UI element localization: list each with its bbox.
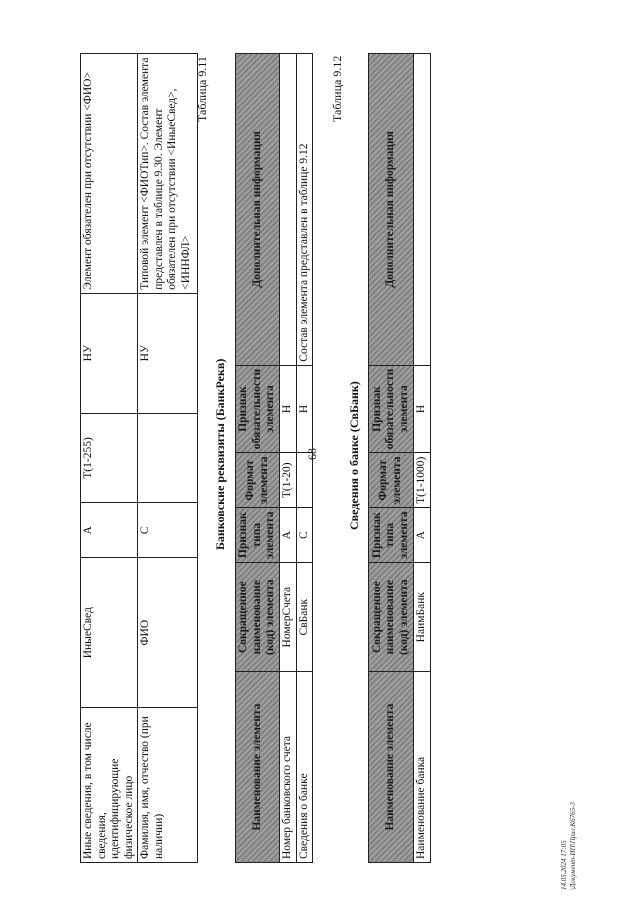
element-info-cell: Элемент обязателен при отсутствии <ФИО> bbox=[81, 54, 138, 294]
element-info-cell bbox=[414, 54, 431, 366]
element-format-cell: Т(1-20) bbox=[280, 453, 297, 508]
element-code-cell: НомерСчета bbox=[280, 563, 297, 672]
element-name-cell: Номер банковского счета bbox=[280, 672, 297, 863]
header-cell: Признак типа элемента bbox=[236, 508, 280, 563]
element-type-cell: С bbox=[296, 508, 313, 563]
element-name-cell: Наименование банка bbox=[414, 672, 431, 863]
element-required-cell: НУ bbox=[138, 293, 198, 413]
header-cell: Формат элемента bbox=[236, 453, 280, 508]
header-cell: Сокращенное наименование (код) элемента bbox=[369, 563, 414, 672]
header-cell: Признак типа элемента bbox=[369, 508, 414, 563]
header-cell: Наименование элемента bbox=[236, 672, 280, 863]
element-info-cell: Состав элемента представлен в таблице 9.12 bbox=[296, 54, 313, 366]
element-required-cell: Н bbox=[296, 365, 313, 453]
element-name-cell: Иные сведения, в том числе сведения, идентифицирующие физическое лицо bbox=[81, 708, 138, 863]
element-required-cell: Н bbox=[280, 365, 297, 453]
header-cell: Признак обязательности элемента bbox=[369, 365, 414, 453]
table-title-9-11: Банковские реквизиты (БанкРекв) bbox=[213, 358, 227, 550]
header-cell: Наименование элемента bbox=[369, 672, 414, 863]
element-format-cell: Т(1-255) bbox=[81, 413, 138, 503]
header-cell: Дополнительная информация bbox=[369, 54, 414, 366]
element-info-cell: Типовой элемент <ФИОТип>. Состав элемента представлен в таблице 9.30. Элемент обязателен при отсутствии <ИныеСвед>, <ИННФЛ> bbox=[138, 54, 198, 294]
table-row bbox=[138, 54, 198, 863]
header-cell: Формат элемента bbox=[369, 453, 414, 508]
element-info-cell bbox=[280, 54, 297, 366]
table-caption-9-12: Таблица 9.12 bbox=[330, 55, 344, 122]
element-required-cell: НУ bbox=[81, 293, 138, 413]
element-name-cell: Фамилия, имя, отчество (при наличии) bbox=[138, 708, 198, 863]
element-code-cell: НаимБанк bbox=[414, 563, 431, 672]
element-code-cell: ФИО bbox=[138, 558, 198, 708]
header-cell: Дополнительная информация bbox=[236, 54, 280, 366]
element-type-cell: А bbox=[81, 503, 138, 558]
element-required-cell: Н bbox=[414, 365, 431, 453]
element-format-cell: Т(1-1000) bbox=[414, 453, 431, 508]
header-row bbox=[369, 54, 414, 863]
header-row bbox=[236, 54, 280, 863]
table-row bbox=[414, 54, 431, 863]
table-9-12 bbox=[368, 53, 431, 863]
table-title-9-12: Сведения о банке (СвБанк) bbox=[347, 381, 361, 530]
top-table bbox=[80, 53, 198, 863]
element-code-cell: ИныеСвед bbox=[81, 558, 138, 708]
table-row bbox=[296, 54, 313, 863]
table-caption-9-11: Таблица 9.11 bbox=[195, 56, 209, 122]
element-type-cell: А bbox=[280, 508, 297, 563]
element-code-cell: СвБанк bbox=[296, 563, 313, 672]
element-name-cell: Сведения о банке bbox=[296, 672, 313, 863]
stamp-line: 14.05.2024 17:05 bbox=[560, 840, 568, 890]
page-number: 68 bbox=[305, 448, 319, 460]
header-cell: Сокращенное наименование (код) элемента bbox=[236, 563, 280, 672]
element-format-cell bbox=[138, 413, 198, 503]
stamp-line: \Документ-ИП\Прил.К6765-3 bbox=[569, 802, 578, 890]
element-format-cell bbox=[296, 453, 313, 508]
document-stamp bbox=[560, 802, 578, 890]
element-type-cell: С bbox=[138, 503, 198, 558]
table-9-11 bbox=[235, 53, 313, 863]
table-row bbox=[81, 54, 138, 863]
header-cell: Признак обязательности элемента bbox=[236, 365, 280, 453]
table-row bbox=[280, 54, 297, 863]
element-type-cell: А bbox=[414, 508, 431, 563]
